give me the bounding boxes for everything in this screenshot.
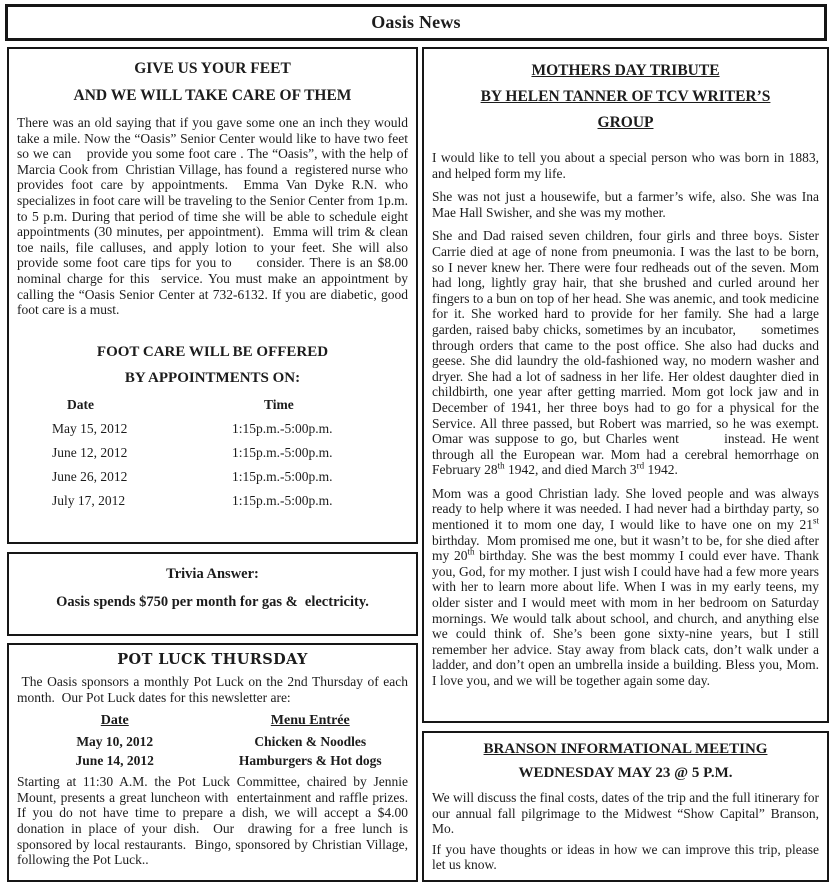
trivia-box [7,552,418,636]
mothers-day-article [422,47,829,723]
foot-care-body: There was an old saying that if you gave some one an inch they would take a mile. Now the “Oasis” Senior Center would like to have two feet so we can provide you some foot care . The “Oasis”, with the help of Marcia Cook from Christian Village, has found a registered nurse who provides foot care by appointments. Emma Van Dyke R.N. who specializes in foot care will be traveling to the Senior Center from 1p.m. to 5 p.m. During that period of time she will be able to schedule eight appointments (30 minutes, per appointment). Emma will trim & clean toe nails, file calluses, and apply lotion to your feet. She will also provide some foot care tips for you to consider. There is an $8.00 nominal charge for this service. You must make an appointment by calling the “Oasis Senior Center at 732-6132. If you are diabetic, good foot care is a must. [17,115,415,318]
schedule-date-cell: July 17, 2012 [52,492,126,508]
schedule-table [17,393,408,513]
schedule-heading-line1: FOOT CARE WILL BE OFFERED [96,343,329,360]
schedule-time-cell: 1:15p.m.-5:00p.m. [232,492,333,508]
potluck-date-header: Date [100,713,129,729]
potluck-menu-cell: Hamburgers & Hot dogs [238,753,382,769]
foot-care-heading-line2: AND WE WILL TAKE CARE OF THEM [73,87,352,104]
mothers-heading-line3: GROUP [597,114,654,131]
trivia-answer: Oasis spends $750 per month for gas & electricity. [56,594,369,610]
schedule-time-cell: 1:15p.m.-5:00p.m. [232,468,333,484]
newsletter-header [5,4,827,41]
mothers-paragraph: She was not just a housewife, but a farmer’s wife, also. She was Ina Mae Hall Swisher, and she was my mother. [432,189,823,220]
branson-box [422,731,829,882]
potluck-menu-header: Menu Entrée [270,713,350,729]
potluck-date-cell: May 10, 2012 [76,734,154,750]
schedule-date-cell: June 12, 2012 [52,444,128,460]
schedule-date-cell: June 26, 2012 [52,468,128,484]
newsletter-title: Oasis News [371,12,461,32]
branson-subheading: WEDNESDAY MAY 23 @ 5 P.M. [518,765,733,781]
schedule-date-header: Date [67,396,94,412]
branson-heading: BRANSON INFORMATIONAL MEETING [483,741,768,757]
mothers-heading-line2: BY HELEN TANNER OF TCV WRITER’S [480,88,771,105]
mothers-paragraph: I would like to tell you about a special person who was born in 1883, and helped form my life. [432,150,823,181]
schedule-time-cell: 1:15p.m.-5:00p.m. [232,444,333,460]
trivia-heading: Trivia Answer: [166,566,259,582]
foot-care-heading-line1: GIVE US YOUR FEET [134,60,291,77]
schedule-time-cell: 1:15p.m.-5:00p.m. [232,420,333,436]
potluck-intro: The Oasis sponsors a monthly Pot Luck on the 2nd Thursday of each month. Our Pot Luck dates for this newsletter are: [17,674,412,705]
branson-paragraph: We will discuss the final costs, dates of the trip and the full itinerary for our annual fall pilgrimage to the Midwest “Show Capital” Branson, Mo. [432,790,823,837]
potluck-table [17,710,408,770]
mothers-paragraph: Mom was a good Christian lady. She loved people and was always ready to help where it was needed. I had never had a birthday party, so mentioned it to mom one day, I would like to have one on my 21st birthday. Mom promised me one, but it wasn’t to be, for she died after my 20th birthday. She was the best mommy I could ever have. Thank you, God, for my mother. I just wish I could have had a few more years with her to learn more about life. When I was in my early teens, my older sister and I would meet with mom in her bedroom on Saturday mornings. We would talk about school, and church, and anything else we could think of. She’s been gone sixty-nine years, but I still remember her advice. Stay away from black cats, don’t walk under a ladder, and don’t open an umbrella inside a building. Bless you, Mom. I love you, and we will be together again some day. [432,485,823,688]
schedule-heading-line2: BY APPOINTMENTS ON: [124,369,301,386]
potluck-heading: POT LUCK THURSDAY [117,651,308,668]
potluck-body: Starting at 11:30 A.M. the Pot Luck Committee, chaired by Jennie Mount, presents a great luncheon with entertainment and raffle prizes. If you do not have time to prepare a dish, we will accept a $4.00 donation in place of your dish. Our drawing for a free lunch is sponsored by local restaurants. Bingo, sponsored by Christian Village, following the Pot Luck.. [17,774,412,868]
mothers-paragraph: She and Dad raised seven children, four girls and three boys. Sister Carrie died at age of none from pneumonia. I was the last to be born, so I never knew her. There were four redheads out of the seven. Mom had long, lightly gray hair, that she brushed and curled around her fingers to a bun on top of her head. She was anemic, and took medicine for it. She worked hard to provide for her family. She had a large garden, raised baby chicks, sometimes by an incubator, sometimes through orders that came to the post office. She also had ducks and geese. She did laundry the old-fashioned way, no modern washer and dryer. She had a lot of sadness in her life. Her oldest daughter died in childbirth, one year after getting married. Mom got lock jaw and in December of 1941, her three boys had to go for a physical for the Service. All three passed, but Robert was married, so he was exempt. Omar was suppose to go, but Charles went instead. He went through all the European war. Mom had a cerebral hemorrhage on February 28th 1942, and died March 3rd 1942. [432,228,823,478]
potluck-date-cell: June 14, 2012 [75,753,154,769]
potluck-menu-cell: Chicken & Noodles [254,734,367,750]
potluck-article [7,643,418,882]
mothers-heading-line1: MOTHERS DAY TRIBUTE [531,62,720,79]
schedule-time-header: Time [264,396,294,412]
foot-care-article [7,47,418,544]
branson-paragraph: If you have thoughts or ideas in how we can improve this trip, please let us know. [432,841,823,873]
schedule-date-cell: May 15, 2012 [52,420,128,436]
